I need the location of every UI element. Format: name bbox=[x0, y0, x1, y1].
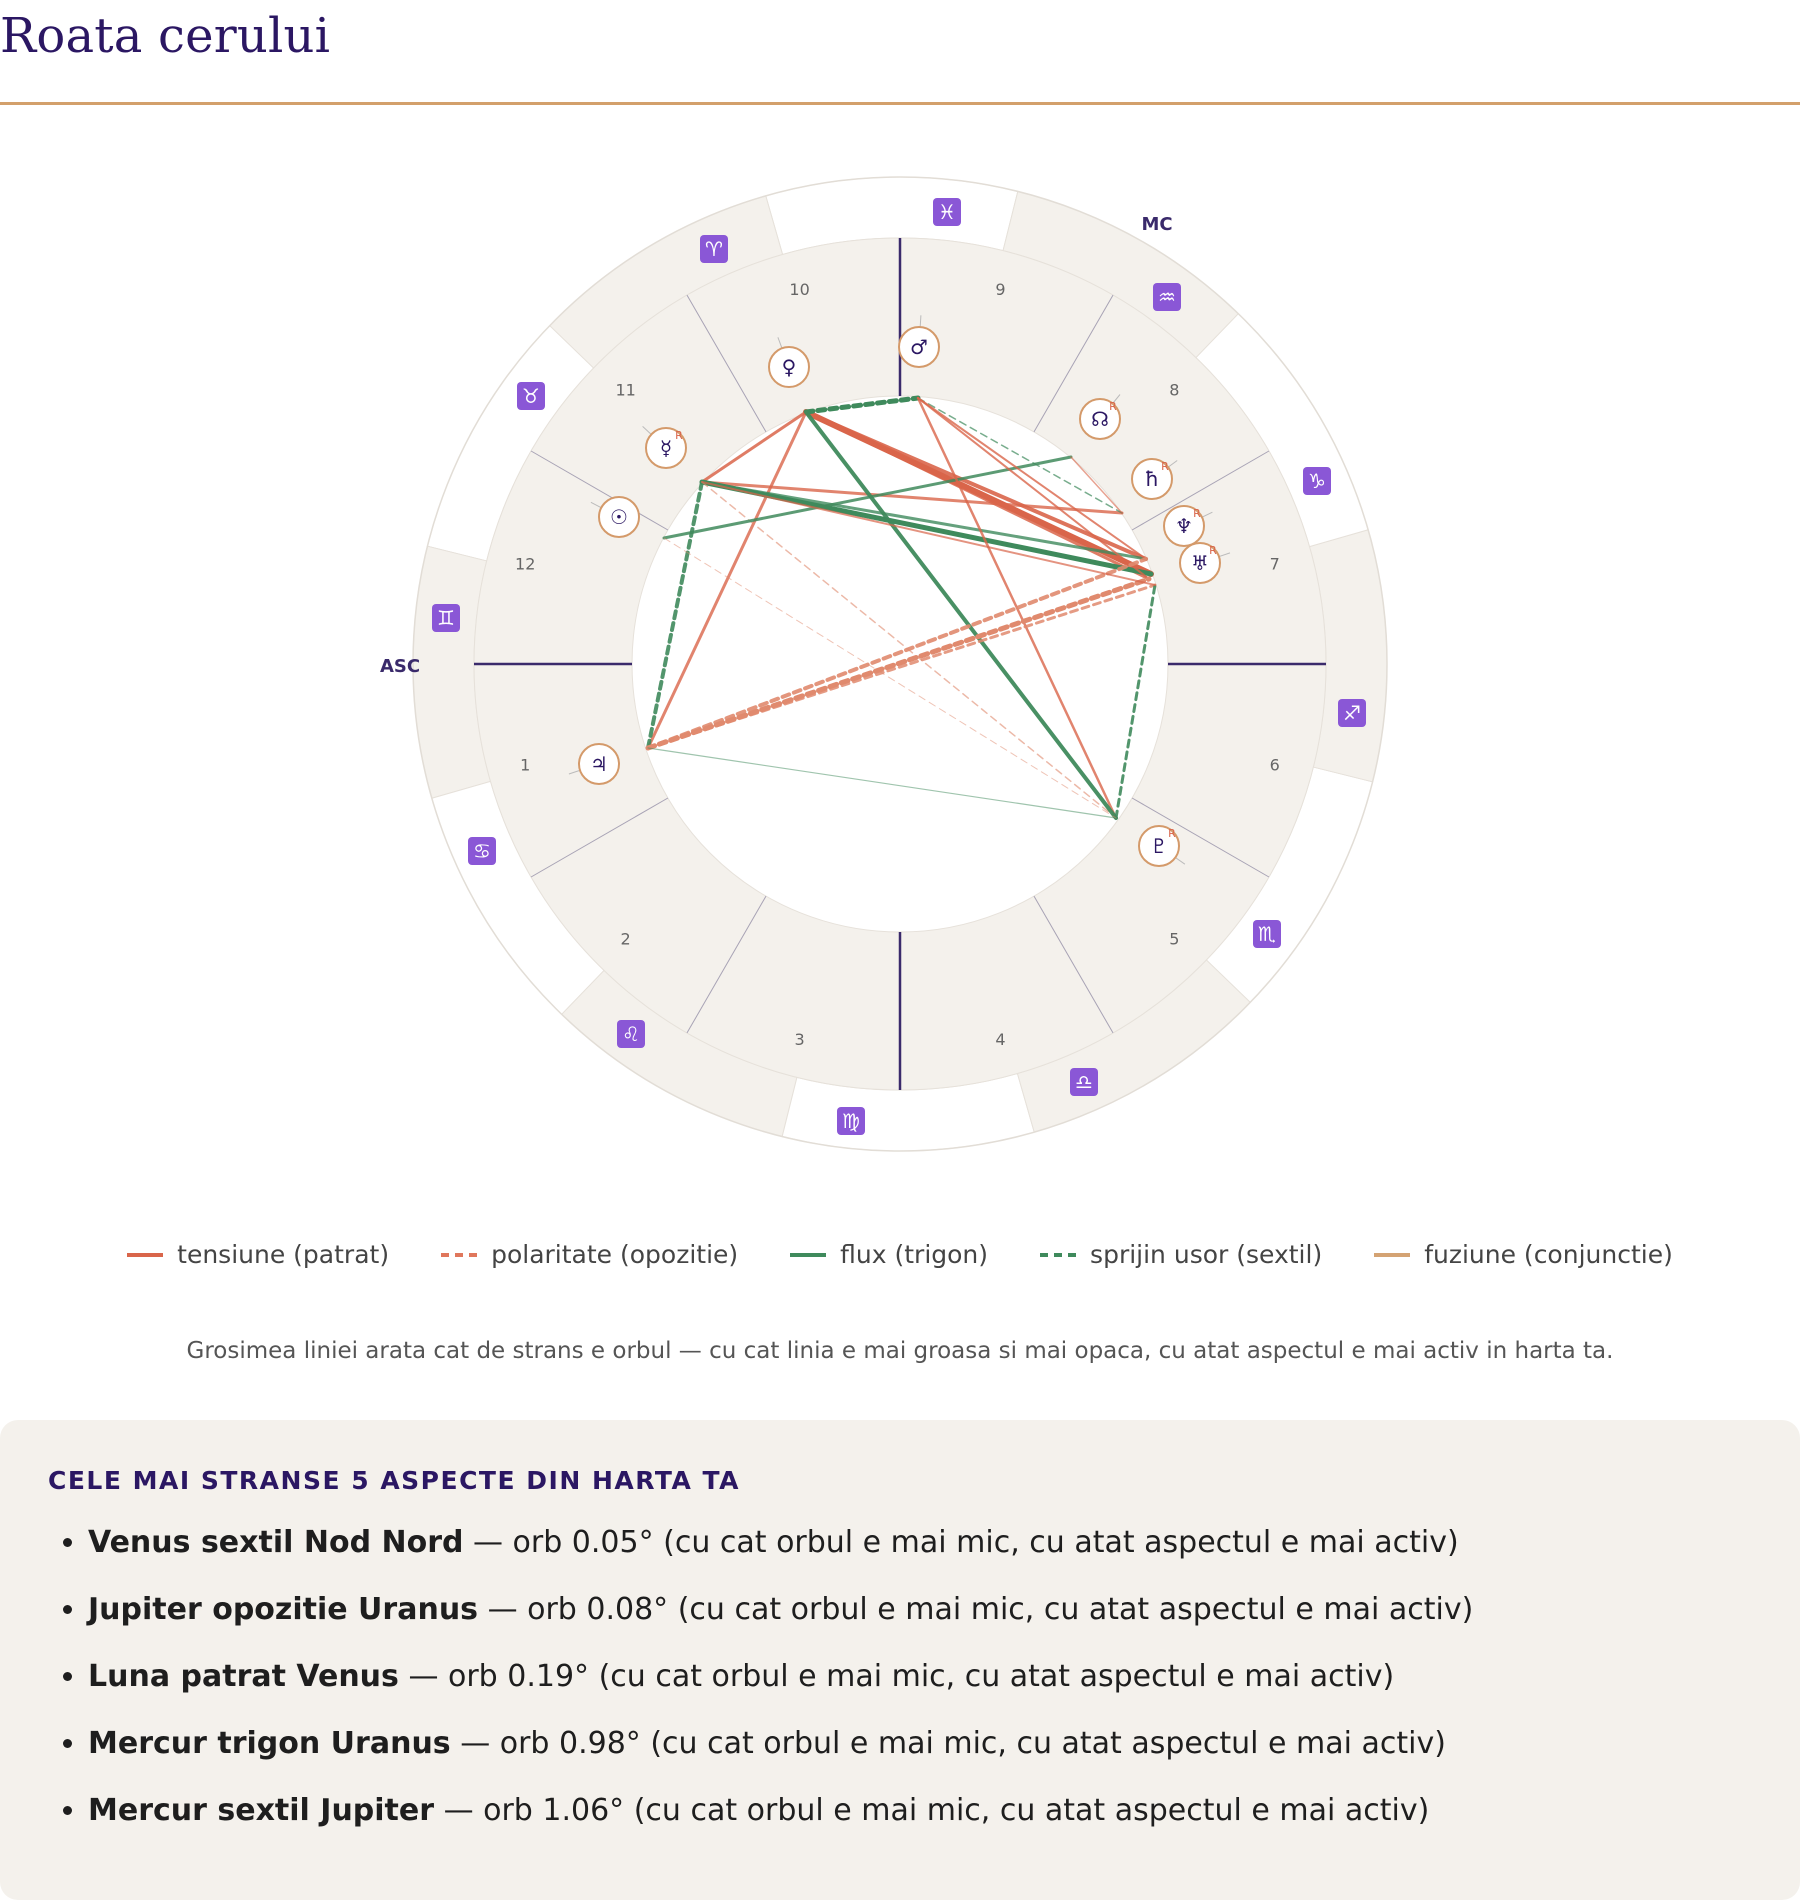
sign-glyph: ♌ bbox=[622, 1022, 640, 1046]
aspect-name: Venus sextil Nod Nord bbox=[88, 1525, 464, 1560]
orb-note: Grosimea liniei arata cat de strans e orbul — cu cat linia e mai groasa si mai opaca, cu atat aspectul e mai activ in harta ta. bbox=[186, 1338, 1614, 1364]
house-number-10: 10 bbox=[789, 280, 810, 300]
house-number-11: 11 bbox=[615, 380, 636, 400]
sign-glyph: ♒ bbox=[1158, 285, 1176, 309]
aspect-item bbox=[88, 1523, 1752, 1563]
house-number-8: 8 bbox=[1169, 380, 1180, 400]
retrograde-mark: R bbox=[1193, 507, 1201, 520]
retrograde-mark: R bbox=[1168, 827, 1176, 840]
legend-swatch-trine bbox=[790, 1253, 826, 1257]
legend-item-opposition bbox=[441, 1240, 738, 1269]
retrograde-mark: R bbox=[675, 429, 683, 442]
legend-label-trine: flux (trigon) bbox=[840, 1240, 989, 1269]
sagittarius-icon bbox=[1338, 699, 1366, 727]
legend-label-conjunction: fuziune (conjunctie) bbox=[1424, 1240, 1673, 1269]
retrograde-mark: R bbox=[1109, 400, 1117, 413]
house-number-4: 4 bbox=[995, 1029, 1006, 1049]
aspect-list bbox=[48, 1523, 1752, 1831]
legend-swatch-opposition bbox=[441, 1253, 477, 1257]
asc-label: ASC bbox=[380, 656, 421, 677]
aspect-name: Luna patrat Venus bbox=[88, 1659, 399, 1694]
page-title: Roata cerului bbox=[0, 8, 331, 64]
taurus-icon bbox=[517, 382, 545, 410]
aspect-item bbox=[88, 1590, 1752, 1630]
legend-item-square bbox=[127, 1240, 389, 1269]
legend-swatch-sextile bbox=[1040, 1253, 1076, 1257]
house-number-7: 7 bbox=[1269, 554, 1280, 574]
legend-item-trine bbox=[790, 1240, 988, 1269]
sign-glyph: ♈ bbox=[705, 237, 723, 261]
planet-glyph: ♂ bbox=[910, 335, 928, 359]
sign-glyph: ♑ bbox=[1308, 469, 1326, 493]
planet-glyph: ☿ bbox=[659, 436, 673, 460]
legend-label-square: tensiune (patrat) bbox=[177, 1240, 390, 1269]
sign-glyph: ♍ bbox=[842, 1109, 860, 1133]
house-number-12: 12 bbox=[515, 554, 536, 574]
sign-glyph: ♓ bbox=[938, 200, 956, 224]
house-number-2: 2 bbox=[620, 929, 631, 949]
panel-title: CELE MAI STRANSE 5 ASPECTE DIN HARTA TA bbox=[48, 1466, 740, 1495]
sign-glyph: ♉ bbox=[522, 384, 540, 408]
aspect-name: Jupiter opozitie Uranus bbox=[88, 1592, 479, 1627]
planet-glyph: ħ bbox=[1145, 467, 1159, 491]
house-number-1: 1 bbox=[520, 755, 531, 775]
sign-glyph: ♏ bbox=[1258, 922, 1276, 946]
legend-swatch-square bbox=[127, 1253, 163, 1257]
legend-label-opposition: polaritate (opozitie) bbox=[491, 1240, 739, 1269]
aspect-item bbox=[88, 1657, 1752, 1697]
aspect-item bbox=[88, 1791, 1752, 1831]
planet-glyph: ♀ bbox=[781, 355, 797, 379]
house-number-5: 5 bbox=[1169, 929, 1180, 949]
aspect-detail: — orb 1.06° (cu cat orbul e mai mic, cu atat aspectul e mai activ) bbox=[434, 1793, 1430, 1828]
aspect-name: Mercur trigon Uranus bbox=[88, 1726, 451, 1761]
gemini-icon bbox=[432, 604, 460, 632]
planet-glyph: ☊ bbox=[1091, 407, 1109, 431]
tightest-aspects-panel bbox=[0, 1420, 1800, 1900]
pisces-icon bbox=[933, 198, 961, 226]
cancer-icon bbox=[468, 837, 496, 865]
leo-icon bbox=[617, 1020, 645, 1048]
planet-glyph: ☉ bbox=[610, 505, 628, 529]
sign-glyph: ♎ bbox=[1075, 1070, 1093, 1094]
aspect-detail: — orb 0.05° (cu cat orbul e mai mic, cu atat aspectul e mai activ) bbox=[463, 1525, 1459, 1560]
planet-glyph: ♆ bbox=[1175, 514, 1193, 538]
libra-icon bbox=[1070, 1068, 1098, 1096]
aquarius-icon bbox=[1153, 283, 1181, 311]
sign-glyph: ♋ bbox=[473, 839, 491, 863]
virgo-icon bbox=[837, 1107, 865, 1135]
house-number-3: 3 bbox=[794, 1029, 805, 1049]
house-number-9: 9 bbox=[995, 280, 1006, 300]
legend-label-sextile: sprijin usor (sextil) bbox=[1090, 1240, 1323, 1269]
aspect-name: Mercur sextil Jupiter bbox=[88, 1793, 435, 1828]
planet-glyph: ♃ bbox=[590, 752, 608, 776]
aspect-detail: — orb 0.19° (cu cat orbul e mai mic, cu atat aspectul e mai activ) bbox=[398, 1659, 1395, 1694]
mc-label: MC bbox=[1141, 214, 1173, 235]
legend-swatch-conjunction bbox=[1374, 1253, 1410, 1257]
scorpio-icon bbox=[1253, 920, 1281, 948]
retrograde-mark: R bbox=[1209, 544, 1217, 557]
legend-item-sextile bbox=[1040, 1240, 1322, 1269]
aspect-detail: — orb 0.08° (cu cat orbul e mai mic, cu atat aspectul e mai activ) bbox=[478, 1592, 1474, 1627]
capricorn-icon bbox=[1303, 467, 1331, 495]
sign-glyph: ♊ bbox=[437, 606, 455, 630]
aspect-item bbox=[88, 1724, 1752, 1764]
aries-icon bbox=[700, 235, 728, 263]
retrograde-mark: R bbox=[1161, 460, 1169, 473]
aspect-detail: — orb 0.98° (cu cat orbul e mai mic, cu atat aspectul e mai activ) bbox=[450, 1726, 1446, 1761]
legend-item-conjunction bbox=[1374, 1240, 1673, 1269]
sign-glyph: ♐ bbox=[1343, 701, 1361, 725]
house-number-6: 6 bbox=[1269, 755, 1280, 775]
planet-glyph: ♇ bbox=[1150, 834, 1168, 858]
aspect-legend bbox=[0, 1240, 1800, 1269]
planet-glyph: ♅ bbox=[1191, 551, 1209, 575]
